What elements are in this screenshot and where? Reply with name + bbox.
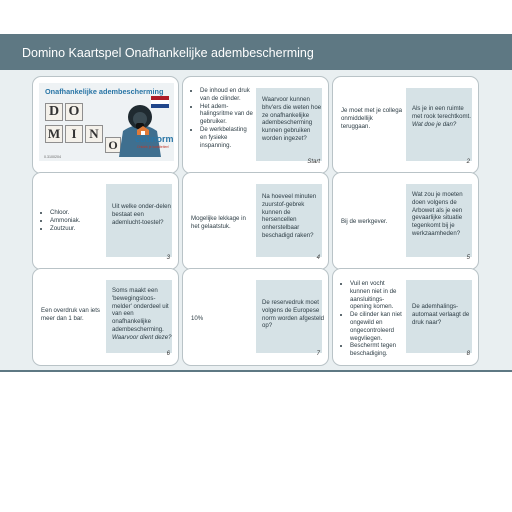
card-answer: Mogelijke lekkage in het gelaatstuk.: [191, 215, 246, 230]
answer-item: • Zoutzuur.: [50, 225, 103, 233]
card-number: 8: [466, 351, 470, 357]
brand-logo: edunorm: [135, 134, 174, 144]
domino-tile: O: [65, 103, 83, 121]
cover-card[interactable]: [32, 76, 179, 174]
card-answer: 10%: [191, 315, 204, 322]
card-question: [112, 287, 174, 342]
card-number: 5: [466, 255, 470, 261]
question-text: Als je in een ruimte met rook terechtkomt.: [412, 105, 471, 120]
cover-title: Onafhankelijke adembescherming: [45, 87, 164, 96]
answer-item: • Beschermt tegen beschadiging.: [350, 342, 403, 358]
domino-card-8[interactable]: [332, 268, 479, 366]
domino-card-3[interactable]: [32, 172, 179, 270]
card-question: Wat zou je moeten doen volgens de Arbowet als je een gevaarlijke situatie tegenkomt bij je werkzaamheden?: [412, 191, 463, 237]
domino-tile: D: [45, 103, 63, 121]
card-number: Start: [307, 159, 320, 165]
domino-card-7[interactable]: [182, 268, 329, 366]
domino-tile: N: [85, 125, 103, 143]
card-answer: [41, 209, 103, 232]
card-number: 3: [166, 255, 170, 261]
card-question: Uit welke onder-delen bestaat een ademlucht-toestel?: [112, 203, 171, 226]
card-answer: [191, 87, 253, 149]
card-number: 6: [166, 351, 170, 357]
card-question: [412, 105, 474, 128]
card-answer: Bij de werkgever.: [341, 218, 388, 225]
domino-tile: M: [45, 125, 63, 143]
card-number: 7: [316, 351, 320, 357]
footer-band: [0, 370, 512, 372]
question-text: Soms maakt een 'bewegingsloos-melder' onderdeel uit van een onafhankelijke adembescherming.: [112, 287, 169, 333]
answer-item: • Het adem-halingsritme van de gebruiker.: [200, 103, 253, 126]
domino-card-4[interactable]: [182, 172, 329, 270]
answer-item: • Vuil en vocht kunnen niet in de aansluitings-opening komen.: [350, 280, 403, 311]
cover-image: [39, 83, 174, 161]
card-answer: Je moet met je collega onmiddellijk teruggaan.: [341, 107, 402, 130]
card-question: De reservedruk moet volgens de Europese norm worden afgesteld op?: [262, 299, 324, 330]
card-answer: [341, 280, 403, 358]
card-question: Na hoeveel minuten zuurstof-gebrek kunnen de hersencellen onherstelbaar beschadigd raken?: [262, 193, 317, 239]
domino-tile: I: [65, 125, 83, 143]
answer-item: • De werkbelasting en fysieke inspanning.: [200, 126, 253, 149]
domino-card-5[interactable]: [332, 172, 479, 270]
question-emphasis: Waarvoor dient deze?: [112, 333, 172, 341]
domino-card-2[interactable]: [332, 76, 479, 174]
brand-tagline: Ontdek je kwaliteiten!: [137, 145, 170, 149]
answer-item: • Chloor.: [50, 209, 103, 217]
card-number: 4: [316, 255, 320, 261]
answer-item: • Ammoniak.: [50, 217, 103, 225]
domino-card-6[interactable]: [32, 268, 179, 366]
card-question: Waarvoor kunnen bhv'ers die weten hoe ze onafhankelijke adembescherming kunnen gebruiken worden ingezet?: [262, 96, 322, 142]
answer-item: • De inhoud en druk van de cilinder.: [200, 87, 253, 103]
product-code: 0.3100204: [44, 155, 61, 159]
answer-item: • De cilinder kan niet ongewild en ongecontroleerd wegvliegen.: [350, 311, 403, 342]
card-question: De ademhalings-automaat verlaagt de druk naar?: [412, 303, 470, 326]
domino-card-start[interactable]: [182, 76, 329, 174]
domino-tile: O: [105, 137, 121, 153]
card-answer: Een overdruk van iets meer dan 1 bar.: [41, 307, 100, 322]
question-emphasis: Wat doe je dan?: [412, 120, 457, 128]
card-number: 2: [466, 159, 470, 165]
page-title: Domino Kaartspel Onafhankelijke adembescherming: [22, 46, 314, 60]
